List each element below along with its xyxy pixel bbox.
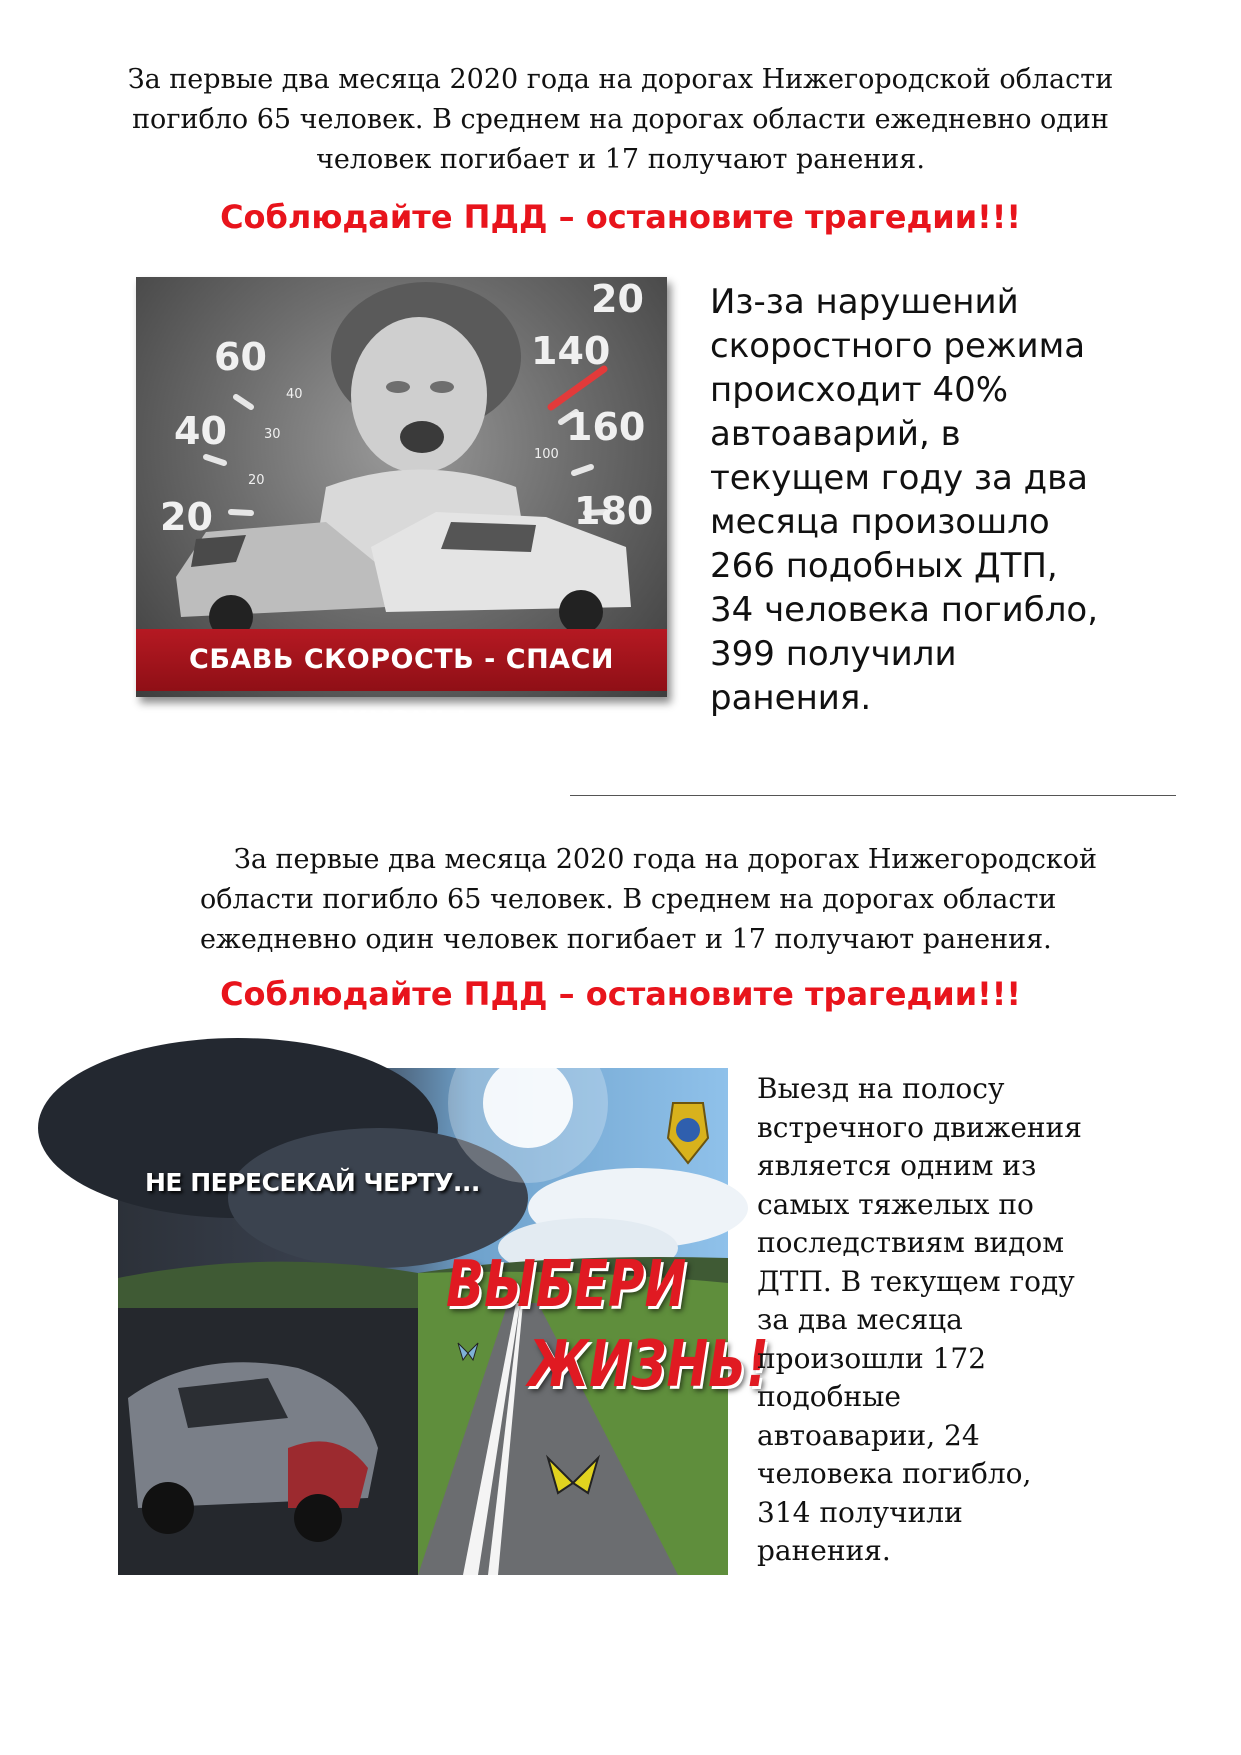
intro-line: человек погибает и 17 получают ранения. bbox=[316, 144, 925, 175]
stats-line: автоаварий, в bbox=[710, 414, 961, 454]
stats-line: за два месяца bbox=[757, 1303, 963, 1336]
intro-paragraph-2 bbox=[200, 840, 1100, 960]
lane-stats-text bbox=[757, 1070, 1082, 1571]
stats-line: ранения. bbox=[757, 1534, 891, 1567]
stats-line: текущем году за два bbox=[710, 458, 1088, 498]
stats-line: является одним из bbox=[757, 1149, 1037, 1182]
stats-line: Выезд на полосу bbox=[757, 1072, 1005, 1105]
stats-line: месяца произошло bbox=[710, 502, 1050, 542]
stats-line: происходит 40% bbox=[710, 370, 1009, 410]
stats-line: ранения. bbox=[710, 678, 872, 718]
poster-banner: СБАВЬ СКОРОСТЬ - СПАСИ ЖИЗНЬ! bbox=[136, 629, 667, 691]
gauge-label: 20 bbox=[160, 495, 213, 539]
section-divider bbox=[570, 795, 1176, 796]
gauge-label: 40 bbox=[174, 409, 227, 453]
gauge-label: 100 bbox=[534, 447, 559, 462]
intro-paragraph-1 bbox=[0, 60, 1241, 180]
gauge-label: 140 bbox=[531, 329, 611, 373]
intro-line: За первые два месяца 2020 года на дорогах Нижегородской области bbox=[127, 64, 1114, 95]
stats-line: человека погибло, bbox=[757, 1457, 1032, 1490]
intro-line: За первые два месяца 2020 года на дорогах Нижегородской bbox=[234, 844, 1098, 875]
intro-line: погибло 65 человек. В среднем на дорогах области ежедневно один bbox=[132, 104, 1109, 135]
stats-line: 266 подобных ДТП, bbox=[710, 546, 1058, 586]
stats-line: автоаварии, 24 bbox=[757, 1418, 980, 1452]
speed-poster-image bbox=[136, 277, 667, 737]
lane-poster-image bbox=[118, 1068, 769, 1575]
intro-line: ежедневно один человек погибает и 17 получают ранения. bbox=[200, 924, 1052, 955]
stats-line: самых тяжелых по bbox=[757, 1187, 1034, 1221]
stats-line: ДТП. В текущем году bbox=[757, 1264, 1075, 1298]
stats-line: 399 получили bbox=[710, 634, 957, 674]
gauge-label: 40 bbox=[286, 387, 303, 402]
stats-line: подобные bbox=[757, 1380, 901, 1413]
stats-line: последствиям видом bbox=[757, 1226, 1065, 1259]
stats-line: 34 человека погибло, bbox=[710, 590, 1099, 630]
gauge-label: 160 bbox=[566, 405, 646, 449]
poster-headline: ЖИЗНЬ! bbox=[528, 1328, 769, 1402]
gauge-label: 30 bbox=[264, 427, 281, 442]
slogan-heading-1: Соблюдайте ПДД – остановите трагедии!!! bbox=[220, 198, 1021, 236]
gauge-label: 180 bbox=[574, 489, 654, 533]
stats-line: Из-за нарушений bbox=[710, 282, 1019, 322]
intro-line: области погибло 65 человек. В среднем на дорогах области bbox=[200, 884, 1057, 915]
stats-line: встречного движения bbox=[757, 1110, 1082, 1144]
gauge-label: 60 bbox=[214, 335, 267, 379]
poster-headline: ВЫБЕРИ bbox=[446, 1248, 687, 1322]
stats-line: скоростного режима bbox=[710, 326, 1086, 366]
speeding-stats-text bbox=[710, 280, 1098, 720]
gauge-label: 20 bbox=[591, 277, 644, 321]
stats-line: произошли 172 bbox=[757, 1341, 987, 1375]
gauge-label: 20 bbox=[248, 473, 265, 488]
stats-line: 314 получили bbox=[757, 1495, 963, 1529]
slogan-heading-2: Соблюдайте ПДД – остановите трагедии!!! bbox=[220, 975, 1021, 1013]
poster-caption: НЕ ПЕРЕСЕКАЙ ЧЕРТУ... bbox=[145, 1168, 480, 1197]
